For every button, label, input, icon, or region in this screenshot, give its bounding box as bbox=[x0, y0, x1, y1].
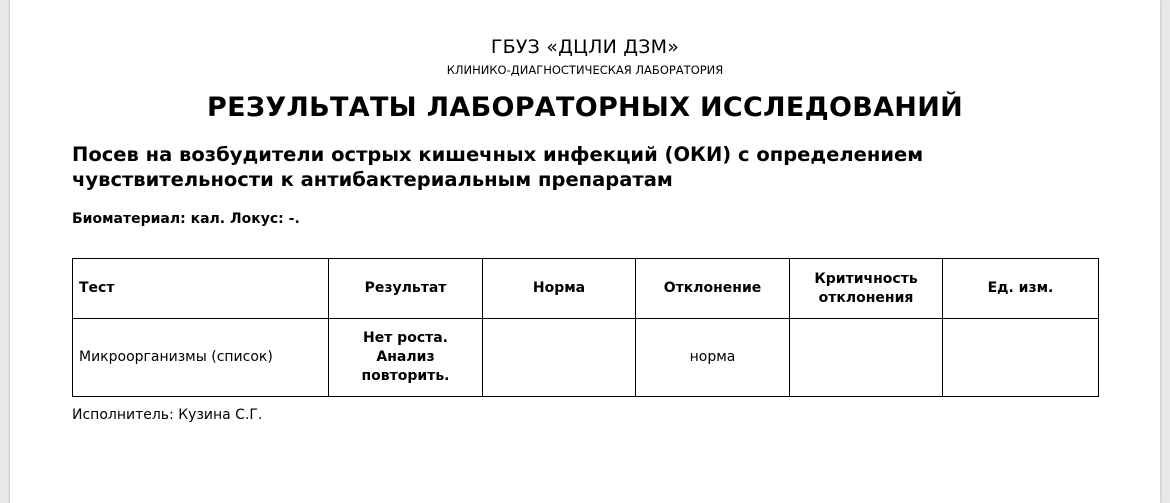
results-table bbox=[72, 258, 1099, 397]
executor-info: Исполнитель: Кузина С.Г. bbox=[72, 407, 263, 423]
column-header-criticality-line-1: Критичность bbox=[814, 270, 918, 287]
organization-name: ГБУЗ «ДЦЛИ ДЗМ» bbox=[490, 36, 680, 58]
biomaterial-info: Биоматериал: кал. Локус: -. bbox=[72, 211, 300, 227]
cell-result bbox=[329, 319, 483, 397]
column-header-units: Ед. изм. bbox=[943, 259, 1099, 319]
table-header-row bbox=[73, 259, 1099, 319]
cell-criticality bbox=[790, 319, 943, 397]
cell-norm bbox=[483, 319, 636, 397]
test-title bbox=[72, 142, 1072, 192]
cell-result-line-2: Анализ bbox=[376, 349, 435, 365]
column-header-deviation: Отклонение bbox=[636, 259, 790, 319]
document-page bbox=[10, 0, 1160, 503]
column-header-norm: Норма bbox=[483, 259, 636, 319]
page-title: РЕЗУЛЬТАТЫ ЛАБОРАТОРНЫХ ИССЛЕДОВАНИЙ bbox=[207, 92, 963, 123]
cell-deviation: норма bbox=[636, 319, 790, 397]
cell-test: Микроорганизмы (список) bbox=[73, 319, 329, 397]
cell-result-line-1: Нет роста. bbox=[362, 330, 449, 346]
test-title-line-1: Посев на возбудители острых кишечных инфекций (ОКИ) с определением bbox=[72, 143, 924, 166]
column-header-test: Тест bbox=[73, 259, 329, 319]
table-row bbox=[73, 319, 1099, 397]
cell-result-line-3: повторить. bbox=[361, 368, 450, 384]
cell-units bbox=[943, 319, 1099, 397]
column-header-result: Результат bbox=[329, 259, 483, 319]
column-header-criticality bbox=[790, 259, 943, 319]
laboratory-name: КЛИНИКО-ДИАГНОСТИЧЕСКАЯ ЛАБОРАТОРИЯ bbox=[446, 63, 724, 77]
column-header-criticality-line-2: отклонения bbox=[818, 289, 914, 306]
test-title-line-2: чувствительности к антибактериальным препаратам bbox=[72, 168, 673, 191]
